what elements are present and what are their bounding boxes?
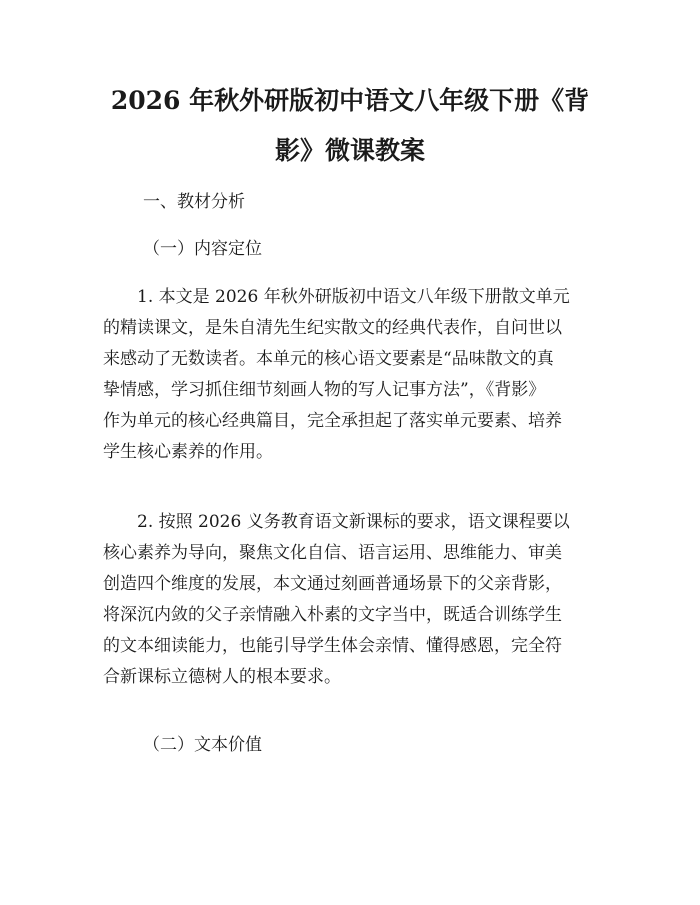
paragraph-2-line: 2. 按照 2026 义务教育语文新课标的要求，语文课程要以 (137, 512, 570, 532)
paragraph-1-line: 挚情感，学习抓住细节刻画人物的写人记事方法”，《背影》 (103, 380, 546, 400)
document-title-line-1: 2026 年秋外研版初中语文八年级下册《背 (110, 86, 590, 115)
paragraph-2-line: 将深沉内敛的父子亲情融入朴素的文字当中，既适合训练学生 (103, 605, 562, 625)
paragraph-1 (103, 282, 603, 468)
subsection-heading-text-value: （二）文本价值 (143, 735, 262, 755)
paragraph-1-line: 学生核心素养的作用。 (103, 442, 273, 462)
paragraph-1-line: 的精读课文，是朱自清先生纪实散文的经典代表作，自问世以 (103, 318, 562, 338)
document-title-line-2: 影》微课教案 (274, 136, 425, 165)
subsection-heading-content-positioning: （一）内容定位 (143, 239, 262, 259)
section-heading-teaching-material-analysis: 一、教材分析 (143, 192, 245, 212)
paragraph-1-line: 作为单元的核心经典篇目，完全承担起了落实单元要素、培养 (103, 411, 562, 431)
paragraph-2-line: 创造四个维度的发展，本文通过刻画普通场景下的父亲背影， (103, 574, 562, 594)
paragraph-1-line: 1. 本文是 2026 年秋外研版初中语文八年级下册散文单元 (137, 287, 570, 307)
paragraph-2 (103, 507, 603, 693)
paragraph-2-line: 的文本细读能力，也能引导学生体会亲情、懂得感恩，完全符 (103, 636, 562, 656)
paragraph-1-line: 来感动了无数读者。本单元的核心语文要素是“品味散文的真 (103, 349, 554, 369)
paragraph-2-line: 合新课标立德树人的根本要求。 (103, 667, 341, 687)
paragraph-2-line: 核心素养为导向，聚焦文化自信、语言运用、思维能力、审美 (103, 543, 562, 563)
